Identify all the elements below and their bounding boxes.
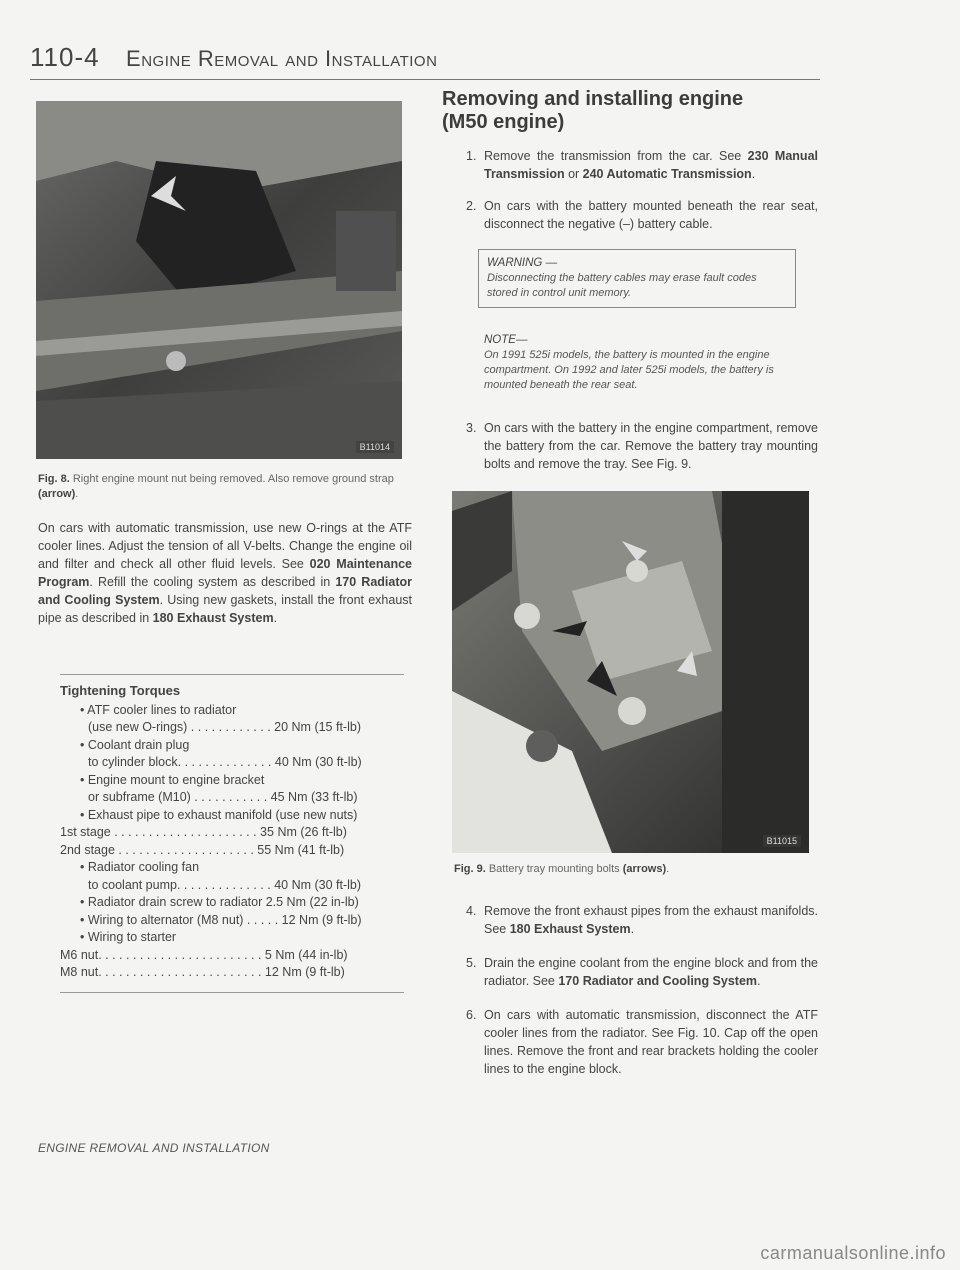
left-paragraph-text: On cars with automatic transmission, use new O-rings at the ATF cooler lines. Adjust the tension of all V-belts. Change the engine oil and filter and check all other fluid levels. See — [38, 521, 412, 571]
fig8-caption — [38, 472, 410, 502]
step-text: or — [564, 167, 583, 181]
fig8-caption-end: . — [75, 488, 79, 500]
step-ref: 170 Radiator and Cooling System — [558, 974, 758, 988]
left-paragraph-text: . — [273, 611, 278, 625]
left-paragraph-ref: 020 Maintenance Program — [38, 557, 412, 589]
torque-row: • Coolant drain plug — [80, 737, 190, 752]
step-3 — [466, 419, 818, 473]
step-number: 2. — [466, 199, 477, 213]
step-text: On cars with the battery mounted beneath the rear seat, disconnect the negative (–) battery cable. — [484, 199, 818, 231]
photo-code: B11014 — [356, 441, 394, 453]
step-number: 5. — [466, 956, 477, 970]
warning-box — [478, 249, 796, 308]
torque-row: 1st stage . . . . . . . . . . . . . . . . . . . . . 35 Nm (26 ft-lb) — [60, 825, 347, 839]
step-2 — [466, 197, 818, 233]
fig9-caption-end: . — [666, 863, 670, 875]
fig8-label: Fig. 8. — [38, 473, 70, 485]
step-number: 1. — [466, 149, 477, 163]
fig9-caption — [454, 862, 814, 877]
torque-row: M6 nut. . . . . . . . . . . . . . . . . . . . . . . . 5 Nm (44 in-lb) — [60, 947, 348, 962]
torque-row: • Engine mount to engine bracket — [80, 772, 265, 787]
fig9-label: Fig. 9. — [454, 863, 486, 875]
step-text: On cars with automatic transmission, disconnect the ATF cooler lines from the radiator. See Fig. 10. Cap off the open lines. Remove the front and rear brackets holding the cooler lines to the engine block. — [484, 1008, 818, 1076]
torques-title: Tightening Torques — [60, 683, 181, 698]
left-paragraph-text: . Refill the cooling system as described in — [89, 575, 336, 589]
step-number: 3. — [466, 421, 477, 435]
step-number: 4. — [466, 904, 477, 918]
fig8-caption-text: Right engine mount nut being removed. Also remove ground strap — [72, 473, 394, 485]
left-paragraph-ref: 170 Radiator and Cooling System — [38, 575, 413, 607]
section-heading-line1: Removing and installing engine — [442, 88, 744, 110]
step-1 — [466, 147, 818, 183]
step-number: 6. — [466, 1008, 477, 1022]
step-text: . — [630, 922, 635, 936]
step-text: Remove the transmission from the car. See — [484, 149, 748, 163]
torque-row: • ATF cooler lines to radiator — [80, 702, 237, 717]
torque-row: or subframe (M10) . . . . . . . . . . . 45 Nm (33 ft-lb) — [88, 790, 358, 804]
section-heading — [442, 88, 822, 134]
page-footer: ENGINE REMOVAL AND INSTALLATION — [38, 1141, 270, 1155]
step-ref: 230 Manual Transmission — [484, 149, 818, 181]
step-text: . — [751, 167, 756, 181]
watermark: carmanualsonline.info — [760, 1243, 946, 1263]
torque-row: to coolant pump. . . . . . . . . . . . . . 40 Nm (30 ft-lb) — [88, 877, 362, 892]
note-block — [484, 333, 804, 393]
step-ref: 240 Automatic Transmission — [582, 167, 752, 181]
note-text: On 1991 525i models, the battery is mounted in the engine compartment. On 1992 and later 525i models, the battery is mounted beneath the rear seat. — [484, 349, 774, 391]
torque-row: • Radiator drain screw to radiator 2.5 Nm (22 in-lb) — [80, 895, 359, 909]
engine-mount-photo-image — [36, 101, 402, 459]
step-text: Remove the front exhaust pipes from the exhaust manifolds. See — [484, 904, 818, 936]
left-paragraph-text: . Using new gaskets, install the front exhaust pipe as described in — [38, 593, 413, 625]
warning-title: WARNING — — [487, 257, 558, 269]
page-header — [30, 42, 820, 80]
left-paragraph — [38, 519, 412, 627]
battery-tray-photo — [452, 491, 809, 853]
engine-mount-photo — [36, 101, 402, 459]
section-heading-line2: (M50 engine) — [442, 111, 565, 133]
page-title: Engine Removal and Installation — [126, 46, 438, 71]
warning-text: Disconnecting the battery cables may erase fault codes stored in control unit memory. — [487, 272, 757, 299]
torque-row: 2nd stage . . . . . . . . . . . . . . . . . . . . 55 Nm (41 ft-lb) — [60, 842, 345, 857]
step-ref: 180 Exhaust System — [509, 922, 631, 936]
fig9-caption-bold: (arrows) — [622, 863, 667, 875]
torque-row: M8 nut. . . . . . . . . . . . . . . . . . . . . . . . 12 Nm (9 ft-lb) — [60, 965, 345, 979]
step-text: . — [757, 974, 761, 988]
step-text: Drain the engine coolant from the engine block and from the radiator. See — [484, 956, 818, 988]
torque-row: • Exhaust pipe to exhaust manifold (use new nuts) — [80, 807, 358, 822]
step-6 — [466, 1006, 818, 1078]
step-5 — [466, 954, 818, 990]
fig8-caption-bold: (arrow) — [38, 488, 76, 500]
torque-row: • Radiator cooling fan — [80, 860, 200, 874]
step-text: On cars with the battery in the engine compartment, remove the battery from the car. Remove the battery tray mounting bolts and remove the tray. See Fig. 9. — [484, 421, 818, 471]
photo-code: B11015 — [763, 835, 801, 847]
torque-row: • Wiring to alternator (M8 nut) . . . . . 12 Nm (9 ft-lb) — [80, 912, 362, 927]
left-paragraph-ref: 180 Exhaust System — [152, 611, 274, 625]
battery-tray-photo-image — [452, 491, 809, 853]
torque-row: • Wiring to starter — [80, 930, 177, 944]
torque-row: (use new O-rings) . . . . . . . . . . . . 20 Nm (15 ft-lb) — [88, 720, 361, 734]
page-number: 110-4 — [30, 42, 100, 72]
note-title: NOTE— — [484, 334, 528, 346]
torque-row: to cylinder block. . . . . . . . . . . . . . 40 Nm (30 ft-lb) — [88, 755, 362, 769]
step-4 — [466, 902, 818, 938]
fig9-caption-text: Battery tray mounting bolts — [488, 863, 620, 875]
tightening-torques-table — [60, 674, 404, 993]
